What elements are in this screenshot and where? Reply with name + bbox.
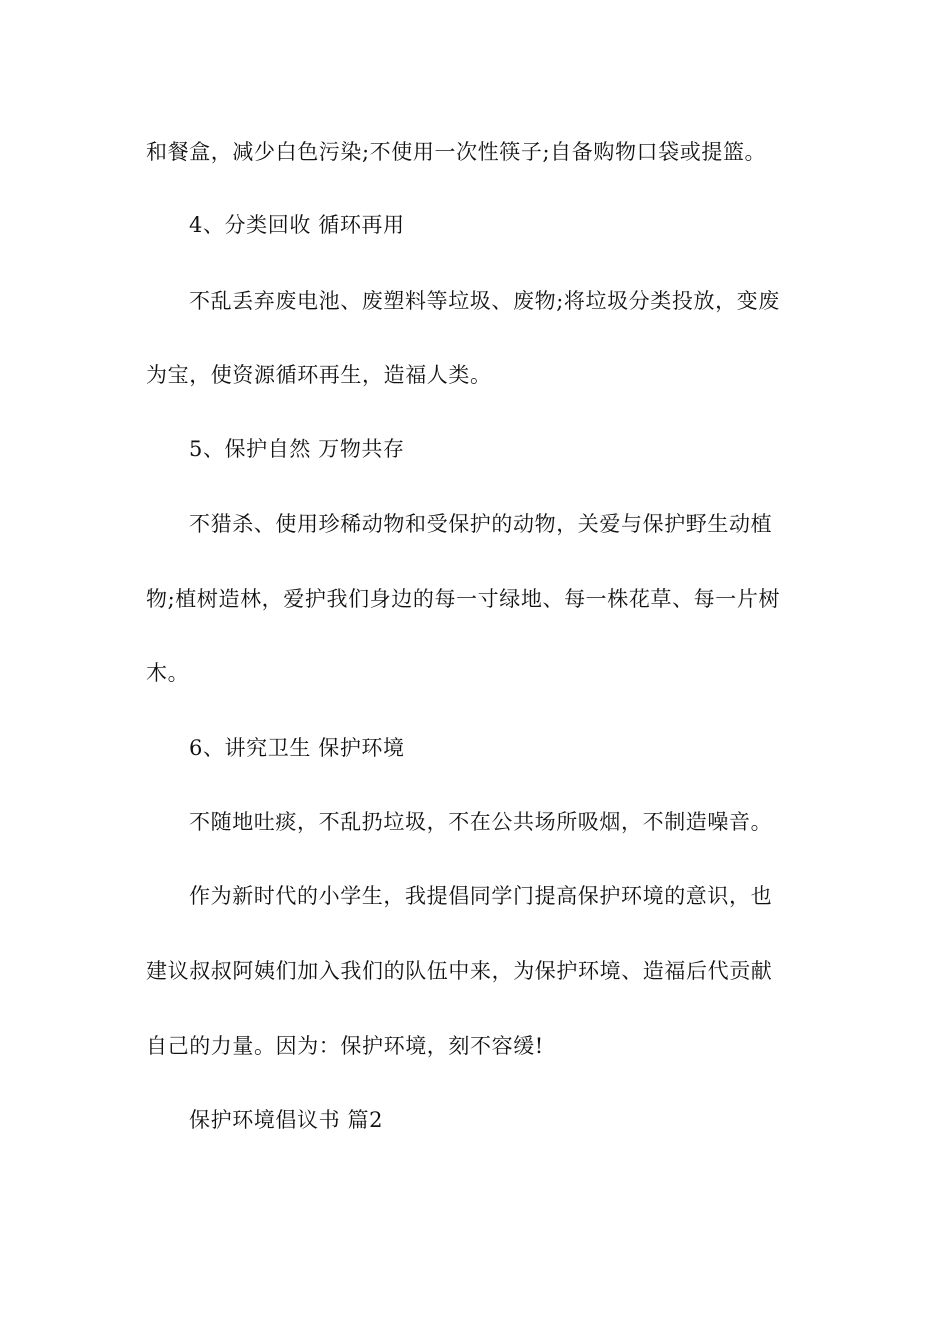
paragraph-line: 物;植树造林，爱护我们身边的每一寸绿地、每一株花草、每一片树 [146, 587, 781, 611]
section-heading-6: 6、讲究卫生 保护环境 [189, 736, 405, 760]
paragraph-line: 为宝，使资源循环再生，造福人类。 [146, 363, 492, 387]
section-title: 保护环境倡议书 篇2 [189, 1108, 384, 1132]
paragraph-line: 不乱丢弃废电池、废塑料等垃圾、废物;将垃圾分类投放，变废 [189, 289, 780, 313]
section-heading-4: 4、分类回收 循环再用 [189, 213, 405, 237]
paragraph-line: 不随地吐痰，不乱扔垃圾，不在公共场所吸烟，不制造噪音。 [189, 810, 773, 834]
paragraph-line: 自己的力量。因为：保护环境，刻不容缓! [146, 1034, 544, 1058]
paragraph-line: 不猎杀、使用珍稀动物和受保护的动物，关爱与保护野生动植 [189, 512, 773, 536]
paragraph-line: 木。 [146, 661, 190, 685]
paragraph-line: 作为新时代的小学生，我提倡同学门提高保护环境的意识，也 [189, 884, 773, 908]
paragraph-line: 和餐盒，减少白色污染;不使用一次性筷子;自备购物口袋或提篮。 [146, 140, 767, 164]
paragraph-line: 建议叔叔阿姨们加入我们的队伍中来，为保护环境、造福后代贡献 [146, 959, 773, 983]
section-heading-5: 5、保护自然 万物共存 [189, 437, 405, 461]
